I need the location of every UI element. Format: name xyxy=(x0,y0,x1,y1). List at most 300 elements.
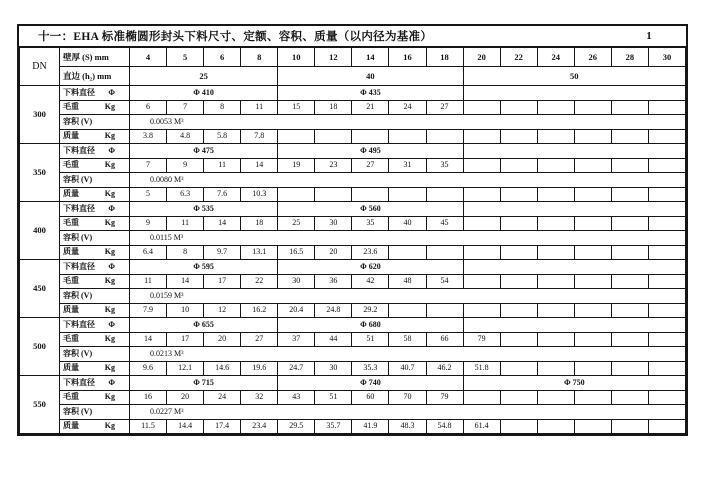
gross-weight-cell xyxy=(611,332,648,347)
mass-cell xyxy=(426,187,463,202)
diameter-cell: Φ 715 xyxy=(130,376,278,391)
gross-weight-cell: 44 xyxy=(315,332,352,347)
gross-weight-cell xyxy=(463,100,500,115)
gross-weight-cell: 79 xyxy=(463,332,500,347)
diameter-label-wrap xyxy=(63,89,129,97)
gross-weight-cell xyxy=(574,274,611,289)
mass-cell: 35.7 xyxy=(315,419,352,434)
kg-unit: Kg xyxy=(104,160,115,170)
gross-weight-cell: 17 xyxy=(167,332,204,347)
gross-weight-cell: 54 xyxy=(426,274,463,289)
mass-cell xyxy=(611,303,648,318)
mass-cell: 29.2 xyxy=(352,303,389,318)
mass-cell xyxy=(648,245,685,260)
row-label-diameter xyxy=(60,202,130,217)
gross-weight-cell: 79 xyxy=(426,390,463,405)
row-label-diameter xyxy=(60,260,130,275)
mass-cell xyxy=(315,187,352,202)
dn-cell: 350 xyxy=(20,144,60,202)
gross-weight-cell xyxy=(500,390,537,405)
gross-weight-cell xyxy=(463,216,500,231)
thickness-header-cell: 8 xyxy=(241,48,278,67)
gross-weight-cell xyxy=(648,100,685,115)
thickness-header-cell: 5 xyxy=(167,48,204,67)
row-label-volume: 容积 (V) xyxy=(60,405,130,420)
mass-cell: 23.6 xyxy=(352,245,389,260)
gross-weight-label-text: 毛重 xyxy=(63,276,79,286)
gross-weight-label-wrap xyxy=(63,103,129,111)
mass-cell: 11.5 xyxy=(130,419,167,434)
gross-weight-cell xyxy=(500,158,537,173)
phi-symbol: Φ xyxy=(108,203,115,213)
mass-label-wrap xyxy=(63,364,129,372)
gross-weight-cell xyxy=(537,390,574,405)
row-label-gross-weight xyxy=(60,332,130,347)
dn-cell: 400 xyxy=(20,202,60,260)
mass-cell xyxy=(611,361,648,376)
thickness-header-cell: 28 xyxy=(611,48,648,67)
thickness-header-cell: 20 xyxy=(463,48,500,67)
diameter-label-wrap xyxy=(63,205,129,213)
diameter-cell xyxy=(463,86,685,101)
table-body xyxy=(20,86,686,434)
diameter-cell xyxy=(463,260,685,275)
mass-cell xyxy=(500,187,537,202)
mass-cell: 12.1 xyxy=(167,361,204,376)
diameter-cell: Φ 475 xyxy=(130,144,278,159)
gross-weight-cell: 66 xyxy=(426,332,463,347)
mass-cell: 4.8 xyxy=(167,129,204,144)
thickness-header-cell: 6 xyxy=(204,48,241,67)
gross-weight-cell xyxy=(500,332,537,347)
gross-weight-label-wrap xyxy=(63,219,129,227)
thickness-header-cell: 22 xyxy=(500,48,537,67)
gross-weight-cell: 9 xyxy=(167,158,204,173)
diameter-cell: Φ 595 xyxy=(130,260,278,275)
gross-weight-cell: 24 xyxy=(389,100,426,115)
kg-unit: Kg xyxy=(104,189,115,199)
mass-cell: 54.8 xyxy=(426,419,463,434)
gross-weight-cell xyxy=(611,158,648,173)
mass-cell xyxy=(389,187,426,202)
volume-cell: 0.0080 M³ xyxy=(130,173,686,188)
gross-weight-cell: 51 xyxy=(352,332,389,347)
gross-weight-cell: 24 xyxy=(204,390,241,405)
mass-cell xyxy=(574,419,611,434)
mass-cell xyxy=(500,129,537,144)
gross-weight-cell: 58 xyxy=(389,332,426,347)
thickness-header-cell: 4 xyxy=(130,48,167,67)
mass-cell xyxy=(389,303,426,318)
volume-cell: 0.0115 M³ xyxy=(130,231,686,246)
gross-weight-cell: 36 xyxy=(315,274,352,289)
gross-weight-cell: 19 xyxy=(278,158,315,173)
gross-weight-cell xyxy=(463,390,500,405)
gross-weight-cell: 11 xyxy=(241,100,278,115)
gross-weight-cell: 18 xyxy=(315,100,352,115)
mass-cell: 3.8 xyxy=(130,129,167,144)
gross-weight-cell xyxy=(648,216,685,231)
gross-weight-label-text: 毛重 xyxy=(63,334,79,344)
row-label-diameter xyxy=(60,318,130,333)
dn-header-cell: DN xyxy=(20,48,60,86)
mass-cell xyxy=(389,245,426,260)
kg-unit: Kg xyxy=(104,363,115,373)
mass-cell xyxy=(537,303,574,318)
mass-cell xyxy=(537,361,574,376)
mass-cell: 17.4 xyxy=(204,419,241,434)
diameter-label-text: 下料直径 xyxy=(63,145,95,155)
mass-cell: 51.8 xyxy=(463,361,500,376)
diameter-cell: Φ 435 xyxy=(278,86,463,101)
gross-weight-cell xyxy=(611,100,648,115)
gross-weight-cell xyxy=(500,100,537,115)
mass-cell: 9.6 xyxy=(130,361,167,376)
mass-label-text: 质量 xyxy=(63,247,79,257)
gross-weight-cell: 23 xyxy=(315,158,352,173)
thickness-header-cell: 30 xyxy=(648,48,685,67)
mass-cell: 46.2 xyxy=(426,361,463,376)
mass-cell: 20 xyxy=(315,245,352,260)
gross-weight-cell xyxy=(648,332,685,347)
gross-weight-cell: 14 xyxy=(130,332,167,347)
mass-cell xyxy=(315,129,352,144)
gross-weight-cell xyxy=(611,390,648,405)
mass-cell xyxy=(537,187,574,202)
gross-weight-cell xyxy=(648,274,685,289)
gross-weight-cell xyxy=(611,274,648,289)
mass-cell: 40.7 xyxy=(389,361,426,376)
gross-weight-cell xyxy=(537,216,574,231)
gross-weight-cell xyxy=(537,332,574,347)
diameter-cell: Φ 410 xyxy=(130,86,278,101)
mass-label-text: 质量 xyxy=(63,421,79,431)
spec-data-table xyxy=(19,47,686,434)
gross-weight-cell: 9 xyxy=(130,216,167,231)
phi-symbol: Φ xyxy=(108,145,115,155)
mass-cell: 5.8 xyxy=(204,129,241,144)
gross-weight-cell: 37 xyxy=(278,332,315,347)
mass-cell xyxy=(463,245,500,260)
row-label-gross-weight xyxy=(60,100,130,115)
gross-weight-label-text: 毛重 xyxy=(63,218,79,228)
gross-weight-label-text: 毛重 xyxy=(63,102,79,112)
mass-cell: 48.3 xyxy=(389,419,426,434)
mass-cell: 6.4 xyxy=(130,245,167,260)
mass-cell: 61.4 xyxy=(463,419,500,434)
kg-unit: Kg xyxy=(104,334,115,344)
volume-cell: 0.0227 M³ xyxy=(130,405,686,420)
volume-cell: 0.0213 M³ xyxy=(130,347,686,362)
gross-weight-cell: 32 xyxy=(241,390,278,405)
mass-cell: 6.3 xyxy=(167,187,204,202)
phi-symbol: Φ xyxy=(108,377,115,387)
mass-cell: 12 xyxy=(204,303,241,318)
mass-cell: 14.6 xyxy=(204,361,241,376)
diameter-cell: Φ 495 xyxy=(278,144,463,159)
dn-cell: 550 xyxy=(20,376,60,434)
gross-weight-label-wrap xyxy=(63,277,129,285)
diameter-label-text: 下料直径 xyxy=(63,203,95,213)
gross-weight-cell: 22 xyxy=(241,274,278,289)
mass-cell xyxy=(574,361,611,376)
mass-cell: 19.6 xyxy=(241,361,278,376)
gross-weight-cell: 60 xyxy=(352,390,389,405)
gross-weight-cell: 15 xyxy=(278,100,315,115)
mass-label-text: 质量 xyxy=(63,305,79,315)
page-title: 十一：EHA 标准椭圆形封头下料尺寸、定额、容积、质量（以内径为基准） xyxy=(38,31,433,43)
mass-cell: 7.9 xyxy=(130,303,167,318)
gross-weight-cell xyxy=(648,390,685,405)
mass-cell: 20.4 xyxy=(278,303,315,318)
diameter-cell xyxy=(463,144,685,159)
gross-weight-cell: 42 xyxy=(352,274,389,289)
mass-cell: 24.8 xyxy=(315,303,352,318)
thickness-header-cell: 14 xyxy=(352,48,389,67)
gross-weight-cell: 35 xyxy=(426,158,463,173)
gross-weight-label-text: 毛重 xyxy=(63,160,79,170)
gross-weight-cell xyxy=(463,158,500,173)
gross-weight-cell: 51 xyxy=(315,390,352,405)
row-label-mass xyxy=(60,361,130,376)
volume-cell: 0.0159 M³ xyxy=(130,289,686,304)
row-label-volume: 容积 (V) xyxy=(60,231,130,246)
gross-weight-cell: 20 xyxy=(204,332,241,347)
gross-weight-cell xyxy=(574,332,611,347)
gross-weight-cell: 27 xyxy=(352,158,389,173)
thickness-header-cell: 10 xyxy=(278,48,315,67)
mass-cell: 29.5 xyxy=(278,419,315,434)
mass-cell xyxy=(574,187,611,202)
diameter-label-text: 下料直径 xyxy=(63,377,95,387)
gross-weight-cell xyxy=(537,158,574,173)
gross-weight-cell: 70 xyxy=(389,390,426,405)
mass-cell xyxy=(611,245,648,260)
diameter-label-text: 下料直径 xyxy=(63,319,95,329)
thickness-header-cell: 26 xyxy=(574,48,611,67)
mass-label-text: 质量 xyxy=(63,131,79,141)
straight-edge-header-label: 直边 (h₂) mm xyxy=(60,67,130,86)
gross-weight-label-wrap xyxy=(63,161,129,169)
mass-cell: 24.7 xyxy=(278,361,315,376)
kg-unit: Kg xyxy=(104,305,115,315)
row-label-volume: 容积 (V) xyxy=(60,115,130,130)
gross-weight-cell: 45 xyxy=(426,216,463,231)
spec-sheet xyxy=(17,24,688,436)
mass-cell xyxy=(352,187,389,202)
row-label-mass xyxy=(60,419,130,434)
mass-cell: 10.3 xyxy=(241,187,278,202)
mass-cell xyxy=(500,303,537,318)
mass-cell xyxy=(463,187,500,202)
table-title-row xyxy=(19,26,686,47)
gross-weight-cell: 27 xyxy=(241,332,278,347)
row-label-diameter xyxy=(60,376,130,391)
mass-cell xyxy=(611,129,648,144)
mass-cell xyxy=(389,129,426,144)
mass-cell xyxy=(574,245,611,260)
gross-weight-cell: 16 xyxy=(130,390,167,405)
kg-unit: Kg xyxy=(104,247,115,257)
mass-cell: 23.4 xyxy=(241,419,278,434)
row-label-diameter xyxy=(60,144,130,159)
gross-weight-label-wrap xyxy=(63,393,129,401)
gross-weight-cell xyxy=(537,274,574,289)
diameter-label-wrap xyxy=(63,379,129,387)
diameter-cell: Φ 740 xyxy=(278,376,463,391)
mass-cell xyxy=(463,129,500,144)
diameter-cell: Φ 620 xyxy=(278,260,463,275)
gross-weight-cell: 27 xyxy=(426,100,463,115)
mass-label-text: 质量 xyxy=(63,189,79,199)
mass-cell: 16.5 xyxy=(278,245,315,260)
gross-weight-cell xyxy=(574,216,611,231)
mass-cell xyxy=(648,187,685,202)
gross-weight-cell: 21 xyxy=(352,100,389,115)
row-label-volume: 容积 (V) xyxy=(60,173,130,188)
thickness-header-cell: 24 xyxy=(537,48,574,67)
diameter-cell xyxy=(463,202,685,217)
gross-weight-cell xyxy=(611,216,648,231)
thickness-header-cell: 12 xyxy=(315,48,352,67)
gross-weight-cell: 11 xyxy=(130,274,167,289)
mass-cell xyxy=(278,187,315,202)
kg-unit: Kg xyxy=(104,218,115,228)
kg-unit: Kg xyxy=(104,276,115,286)
mass-cell xyxy=(463,303,500,318)
row-label-volume: 容积 (V) xyxy=(60,289,130,304)
gross-weight-cell xyxy=(500,274,537,289)
mass-label-wrap xyxy=(63,190,129,198)
straight-edge-group-cell: 40 xyxy=(278,67,463,86)
mass-cell xyxy=(500,245,537,260)
gross-weight-cell: 11 xyxy=(204,158,241,173)
mass-cell: 5 xyxy=(130,187,167,202)
gross-weight-cell: 14 xyxy=(241,158,278,173)
gross-weight-cell: 14 xyxy=(167,274,204,289)
mass-label-wrap xyxy=(63,248,129,256)
mass-cell: 7.6 xyxy=(204,187,241,202)
gross-weight-cell: 17 xyxy=(204,274,241,289)
gross-weight-cell xyxy=(537,100,574,115)
row-label-mass xyxy=(60,129,130,144)
dn-cell: 450 xyxy=(20,260,60,318)
row-label-mass xyxy=(60,303,130,318)
row-label-gross-weight xyxy=(60,216,130,231)
gross-weight-cell: 48 xyxy=(389,274,426,289)
mass-cell: 41.9 xyxy=(352,419,389,434)
mass-cell xyxy=(500,419,537,434)
diameter-cell: Φ 655 xyxy=(130,318,278,333)
mass-cell: 30 xyxy=(315,361,352,376)
page-number: 1 xyxy=(646,30,652,42)
mass-label-text: 质量 xyxy=(63,363,79,373)
diameter-cell: Φ 750 xyxy=(463,376,685,391)
diameter-label-text: 下料直径 xyxy=(63,261,95,271)
gross-weight-cell: 30 xyxy=(278,274,315,289)
mass-cell xyxy=(426,129,463,144)
gross-weight-cell xyxy=(574,100,611,115)
gross-weight-cell: 35 xyxy=(352,216,389,231)
thickness-header-cell: 16 xyxy=(389,48,426,67)
gross-weight-cell: 30 xyxy=(315,216,352,231)
mass-cell xyxy=(278,129,315,144)
mass-cell xyxy=(611,419,648,434)
mass-cell xyxy=(574,129,611,144)
diameter-label-wrap xyxy=(63,263,129,271)
gross-weight-cell: 43 xyxy=(278,390,315,405)
mass-cell xyxy=(611,187,648,202)
phi-symbol: Φ xyxy=(108,87,115,97)
mass-cell: 8 xyxy=(167,245,204,260)
kg-unit: Kg xyxy=(104,421,115,431)
row-label-volume: 容积 (V) xyxy=(60,347,130,362)
thickness-header-label: 壁厚 (S) mm xyxy=(60,48,130,67)
gross-weight-label-wrap xyxy=(63,335,129,343)
volume-cell: 0.0053 M³ xyxy=(130,115,686,130)
mass-cell: 9.7 xyxy=(204,245,241,260)
mass-cell xyxy=(648,419,685,434)
gross-weight-cell xyxy=(500,216,537,231)
gross-weight-cell: 7 xyxy=(130,158,167,173)
mass-cell xyxy=(537,129,574,144)
mass-cell: 7.8 xyxy=(241,129,278,144)
gross-weight-cell xyxy=(574,158,611,173)
table-head xyxy=(20,48,686,86)
gross-weight-cell: 40 xyxy=(389,216,426,231)
gross-weight-cell xyxy=(463,274,500,289)
row-label-diameter xyxy=(60,86,130,101)
mass-cell xyxy=(574,303,611,318)
mass-cell xyxy=(537,245,574,260)
gross-weight-cell xyxy=(648,158,685,173)
mass-cell xyxy=(648,129,685,144)
straight-edge-group-cell: 25 xyxy=(130,67,278,86)
straight-edge-group-cell: 50 xyxy=(463,67,685,86)
diameter-cell: Φ 680 xyxy=(278,318,463,333)
gross-weight-cell: 8 xyxy=(204,100,241,115)
mass-cell xyxy=(648,361,685,376)
diameter-label-wrap xyxy=(63,147,129,155)
row-label-mass xyxy=(60,187,130,202)
mass-label-wrap xyxy=(63,422,129,430)
gross-weight-cell: 18 xyxy=(241,216,278,231)
kg-unit: Kg xyxy=(104,392,115,402)
gross-weight-cell: 11 xyxy=(167,216,204,231)
gross-weight-cell: 6 xyxy=(130,100,167,115)
gross-weight-cell: 14 xyxy=(204,216,241,231)
mass-cell xyxy=(426,245,463,260)
dn-cell: 300 xyxy=(20,86,60,144)
mass-cell xyxy=(648,303,685,318)
row-label-mass xyxy=(60,245,130,260)
gross-weight-cell xyxy=(574,390,611,405)
mass-cell xyxy=(352,129,389,144)
thickness-header-cell: 18 xyxy=(426,48,463,67)
mass-cell: 16.2 xyxy=(241,303,278,318)
row-label-gross-weight xyxy=(60,158,130,173)
row-label-gross-weight xyxy=(60,274,130,289)
diameter-cell xyxy=(463,318,685,333)
diameter-label-text: 下料直径 xyxy=(63,87,95,97)
mass-label-wrap xyxy=(63,306,129,314)
gross-weight-cell: 31 xyxy=(389,158,426,173)
diameter-label-wrap xyxy=(63,321,129,329)
gross-weight-cell: 20 xyxy=(167,390,204,405)
dn-cell: 500 xyxy=(20,318,60,376)
gross-weight-cell: 7 xyxy=(167,100,204,115)
diameter-cell: Φ 560 xyxy=(278,202,463,217)
